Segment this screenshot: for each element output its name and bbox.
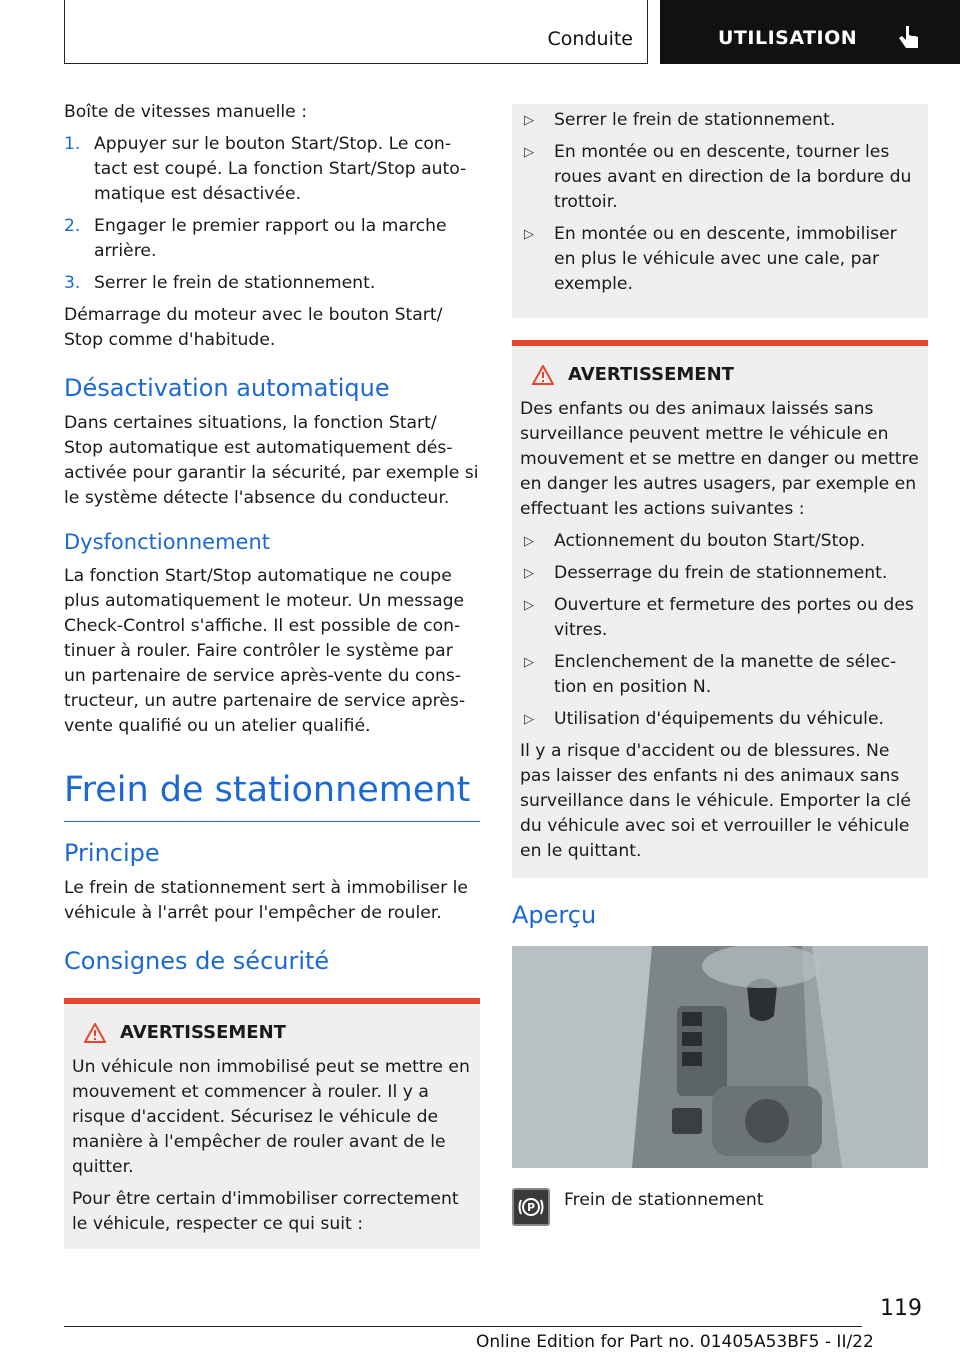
warning-title: AVERTISSEMENT	[72, 1020, 472, 1045]
warning-bullets-list	[512, 529, 920, 732]
header-section-title: Conduite	[547, 28, 633, 50]
footer-edition: Online Edition for Part no. 01405A53BF5 - II/22	[476, 1332, 874, 1352]
warning-triangle-icon	[532, 365, 554, 385]
footer-divider	[64, 1326, 862, 1327]
continued-bullets-box	[512, 104, 928, 318]
list-item: 2. Engager le premier rapport ou la marche arrière.	[64, 216, 447, 261]
intro-text: Boîte de vitesses manuelle :	[64, 102, 307, 122]
parking-brake-button-icon	[512, 1188, 550, 1226]
svg-text:P: P	[526, 1201, 536, 1214]
list-item: ▷ En montée ou en descente, immobiliser en plus le véhicule avec une cale, par exemple.	[524, 224, 897, 294]
heading-dysfunction: Dysfonctionnement	[64, 530, 271, 554]
warning-title: AVERTISSEMENT	[520, 362, 920, 387]
list-item: ▷ En montée ou en descente, tourner les roues avant en direction de la bordure du trottoir.	[524, 142, 912, 212]
header-chapter-title: UTILISATION	[718, 27, 858, 49]
list-item: ▷ Actionnement du bouton Start/Stop.	[524, 531, 866, 551]
list-item: 3. Serrer le frein de stationnement.	[64, 273, 376, 293]
warning-triangle-icon	[84, 1023, 106, 1043]
list-item: ▷ Utilisation d'équipements du véhicule.	[524, 709, 884, 729]
list-item: ▷ Desserrage du frein de stationnement.	[524, 563, 888, 583]
warning-text: Un véhicule non immobilisé peut se mettre en mouvement et commencer à rouler. Il y a risque d'accident. Sécurisez le véhicule de manière à l'empêcher de rouler avant de le quitter.	[72, 1057, 470, 1177]
page-number: 119	[880, 1296, 922, 1321]
photo-caption	[512, 1188, 928, 1226]
list-item: ▷ Enclenchement de la manette de sélec-tion en position N.	[524, 652, 897, 697]
caption-text: Frein de stationnement	[564, 1190, 764, 1210]
heading-parking-brake: Frein de stationnement	[64, 769, 480, 822]
warning-text: Pour être certain d'immobiliser correctement le véhicule, respecter ce qui suit :	[72, 1189, 459, 1234]
hand-pointer-icon	[896, 24, 922, 52]
paragraph: Dans certaines situations, la fonction Start/ Stop automatique est automatiquement dés-activée pour garantir la sécurité, par exemple si le système détecte l'absence du conducteur.	[64, 413, 479, 508]
left-column	[64, 100, 480, 1249]
bullets-list	[512, 108, 920, 297]
list-item: 1. Appuyer sur le bouton Start/Stop. Le con-tact est coupé. La fonction Start/Stop auto-matique est désactivée.	[64, 134, 467, 204]
paragraph: Démarrage du moteur avec le bouton Start/ Stop comme d'habitude.	[64, 305, 443, 350]
heading-overview: Aperçu	[512, 901, 597, 929]
heading-principle: Principe	[64, 839, 160, 867]
header-section-box	[64, 0, 648, 64]
list-item: ▷ Serrer le frein de stationnement.	[524, 110, 836, 130]
warning-text: Il y a risque d'accident ou de blessures. Ne pas laisser des enfants ni des animaux sans surveillance dans le véhicule. Emporter la clé du véhicule avec soi et verrouiller le véhicule en le quittant.	[520, 741, 912, 861]
paragraph: La fonction Start/Stop automatique ne coupe plus automatiquement le moteur. Un message Check-Control s'affiche. Il est possible de con-tinuer à rouler. Faire contrôler le système par un partenaire de service après-vente du cons-tructeur, un autre partenaire de service après-vente qualifié ou un atelier qualifié.	[64, 566, 466, 736]
list-item: ▷ Ouverture et fermeture des portes ou des vitres.	[524, 595, 914, 640]
warning-text: Des enfants ou des animaux laissés sans surveillance peuvent mettre le véhicule en mouvement et se mettre en danger ou mettre en danger les autres usagers, par exemple en effectuant les actions suivantes :	[520, 399, 919, 519]
parking-brake-photo	[512, 946, 928, 1168]
paragraph: Le frein de stationnement sert à immobiliser le véhicule à l'arrêt pour l'empêcher de rouler.	[64, 878, 468, 923]
heading-auto: Désactivation automatique	[64, 374, 390, 402]
warning-box	[64, 998, 480, 1249]
right-column	[512, 100, 928, 1226]
steps-list	[64, 132, 480, 296]
warning-box	[512, 340, 928, 878]
header-chapter-box	[660, 0, 960, 64]
heading-safety: Consignes de sécurité	[64, 947, 330, 975]
